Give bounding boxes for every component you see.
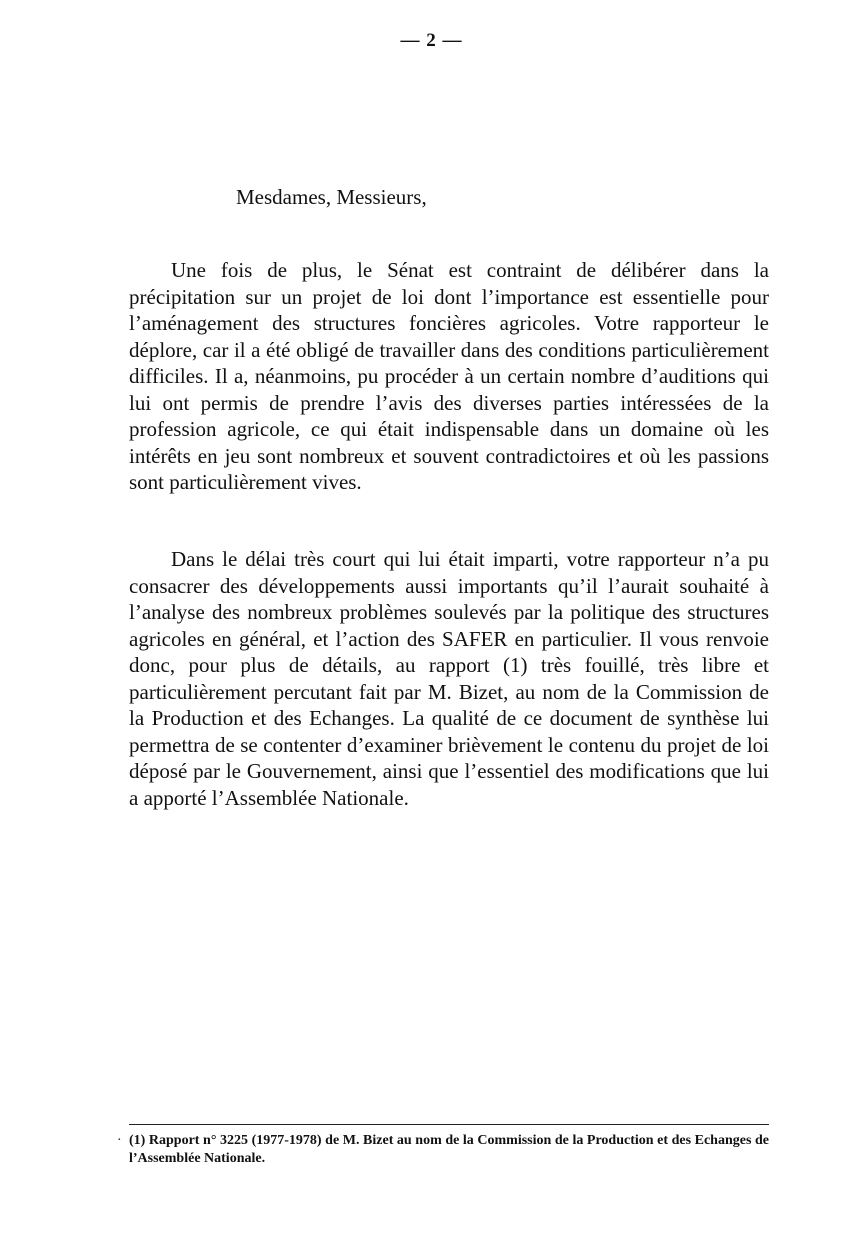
footnote-text: (1) Rapport n° 3225 (1977-1978) de M. Bizet au nom de la Commission de la Production et des Echanges de l’Assemblée Nationale.	[129, 1133, 769, 1166]
page-number: — 2 —	[400, 30, 463, 51]
footnote-divider	[129, 1124, 769, 1125]
paragraph-text: Une fois de plus, le Sénat est contraint de délibérer dans la précipitation sur un projet de loi dont l’importance est essentielle pour l’aménagement des structures foncières agricoles. Votre rapporteur le déplore, car il a été obligé de travailler dans des conditions particulièrement difficiles. Il a, néanmoins, pu procéder à un certain nombre d’auditions qui lui ont permis de prendre l’avis des diverses parties intéressées de la profession agricole, ce qui était indispensable dans un domaine où les intérêts en jeu sont nombreux et souvent contradictoires et où les passions sont particulièrement vives.	[129, 258, 769, 494]
body-paragraph-2	[129, 546, 769, 811]
footnote	[117, 1132, 769, 1168]
salutation: Mesdames, Messieurs,	[236, 185, 427, 209]
footnote-marker: ·	[117, 1133, 122, 1148]
body-paragraph-1	[129, 257, 769, 496]
paragraph-text: Dans le délai très court qui lui était imparti, votre rapporteur n’a pu consacrer des développements aussi importants qu’il l’aurait souhaité à l’analyse des nombreux problèmes soulevés par la politique des structures agricoles en général, et l’action des SAFER en particulier. Il vous renvoie donc, pour plus de détails, au rapport (1) très fouillé, très libre et particulièrement percutant fait par M. Bizet, au nom de la Commission de la Production et des Echanges. La qualité de ce document de synthèse lui permettra de se contenter d’examiner brièvement le contenu du projet de loi déposé par le Gouvernement, ainsi que l’essentiel des modifications que lui a apporté l’Assemblée Nationale.	[129, 547, 769, 810]
